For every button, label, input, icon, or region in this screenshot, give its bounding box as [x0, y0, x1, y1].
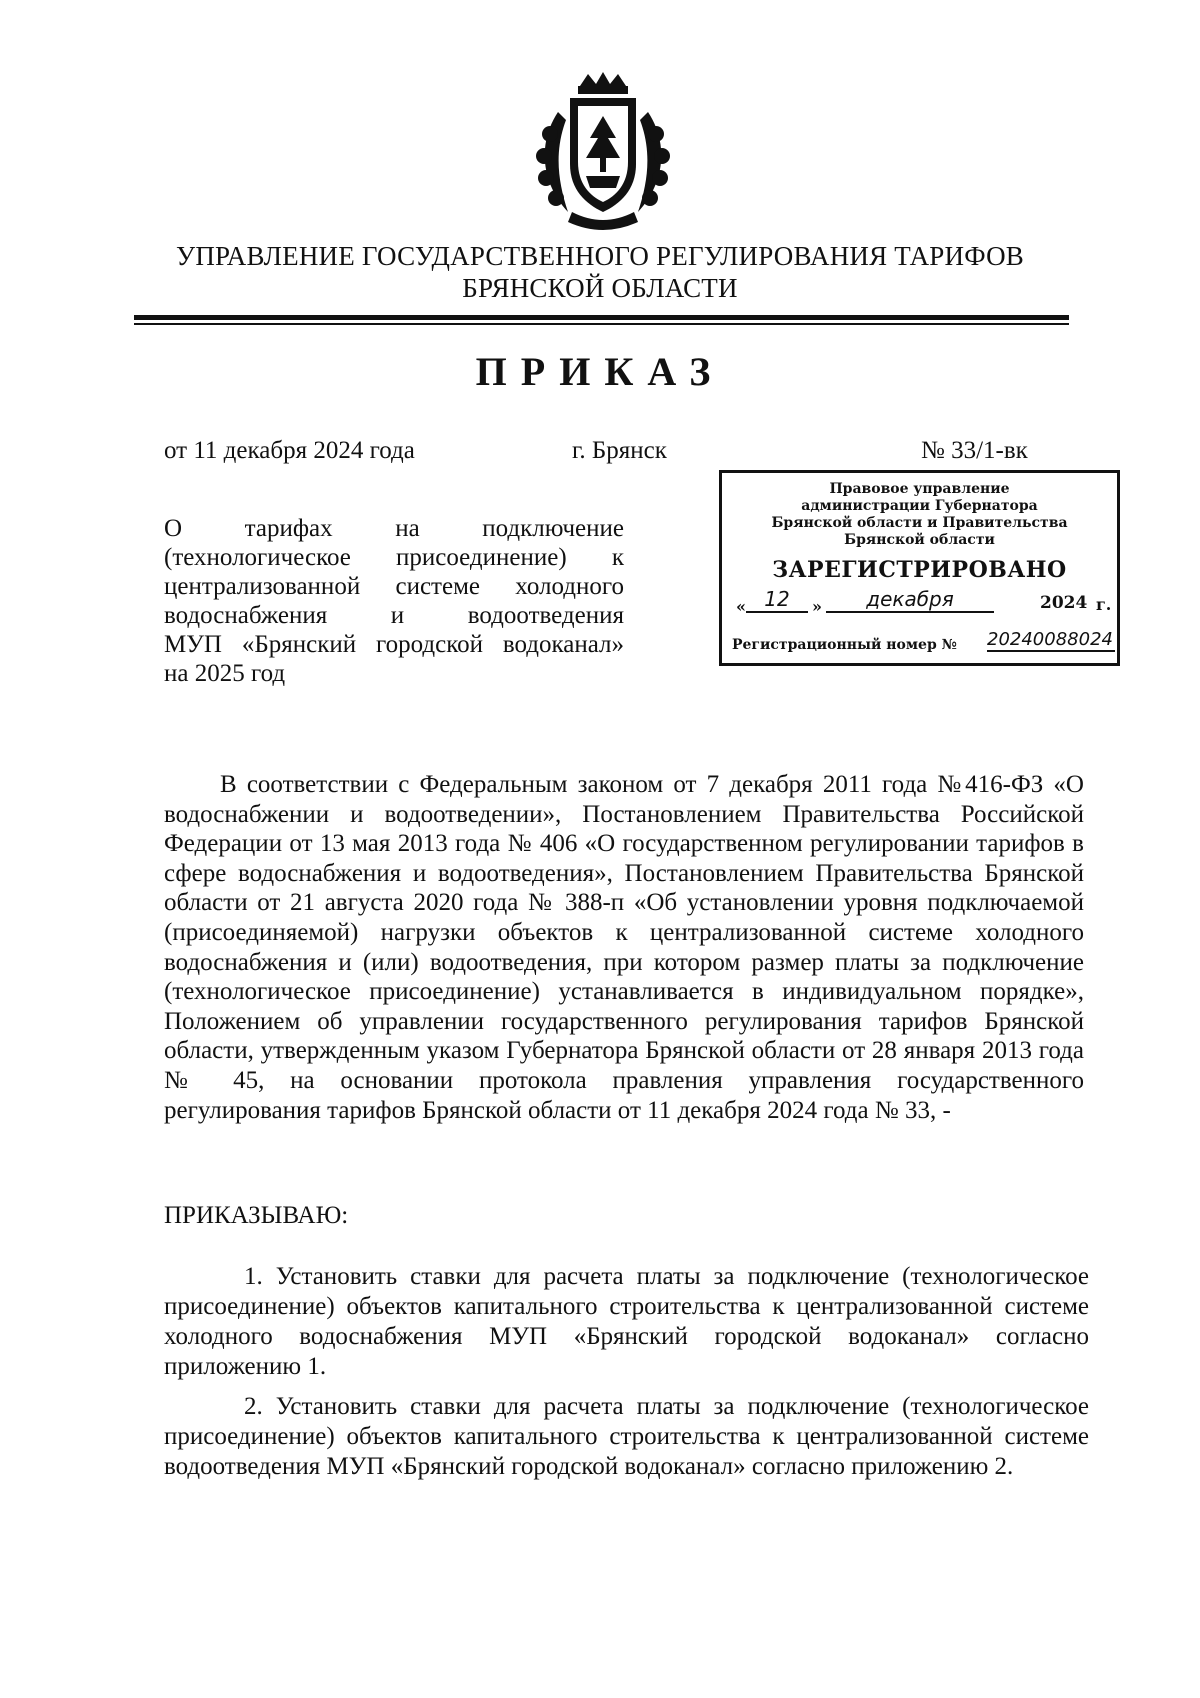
- stamp-day-handwritten: 12: [746, 587, 808, 613]
- order-item-1: 1. Установить ставки для расчета платы за подключение (технологическое присоединение) объектов капитального строительства к централизованной системе холодного водоснабжения МУП «Брянский городской водоканал» согласно приложению 1.: [164, 1263, 1089, 1380]
- organization-name: [140, 240, 1060, 304]
- order-item-2: 2. Установить ставки для расчета платы за подключение (технологическое присоединение) объектов капитального строительства к централизованной системе водоотведения МУП «Брянский городской водоканал» согласно приложению 2.: [164, 1393, 1089, 1480]
- stamp-org-line: администрации Губернатора: [801, 498, 1038, 514]
- preamble-paragraph: В соответствии с Федеральным законом от 7 декабря 2011 года №416-ФЗ «О водоснабжении и водоотведении», Постановлением Правительства Российской Федерации от 13 мая 2013 года № 406 «О государственном регулировании тарифов в сфере водоснабжения и водоотведения», Постановлением Правительства Брянской области от 21 августа 2020 года № 388-п «Об установлении уровня подключаемой (присоединяемой) нагрузки объектов к централизованной системе холодного водоснабжения и (или) водоотведения, при котором размер платы за подключение (технологическое присоединение) устанавливается в индивидуальном порядке», Положением об управлении государственного регулирования тарифов Брянской области, утвержденным указом Губернатора Брянской области от 28 января 2013 года № 45, на основании протокола правления управления государственного регулирования тарифов Брянской области от 11 декабря 2024 года № 33, -: [164, 771, 1084, 1124]
- subject-line: на 2025 год: [164, 660, 286, 687]
- document-title: ПРИКАЗ: [475, 349, 725, 394]
- subject-line: (технологическое присоединение) к: [164, 544, 624, 571]
- stamp-reg-label: Регистрационный номер №: [732, 637, 957, 653]
- stamp-date-row: [722, 587, 1117, 621]
- header-rule-thin: [134, 323, 1069, 325]
- stamp-reg-number-handwritten: 20240088024: [987, 629, 1115, 652]
- stamp-year: 2024: [1040, 593, 1088, 613]
- document-city: г. Брянск: [572, 437, 667, 464]
- stamp-month-handwritten: декабря: [826, 587, 994, 613]
- stamp-org-line: Правовое управление: [829, 481, 1010, 497]
- order-heading: ПРИКАЗЫВАЮ:: [164, 1202, 349, 1229]
- organization-line-2: БРЯНСКОЙ ОБЛАСТИ: [462, 273, 738, 303]
- stamp-quote-close: »: [812, 597, 822, 616]
- stamp-organization: [722, 481, 1117, 549]
- subject-line: водоснабжения и водоотведения: [164, 602, 624, 629]
- stamp-org-line: Брянской области: [844, 532, 995, 548]
- subject-line: О тарифах на подключение: [164, 515, 624, 542]
- document-date: от 11 декабря 2024 года: [164, 437, 415, 464]
- stamp-quote-open: «: [736, 597, 746, 616]
- stamp-year-suffix: г.: [1096, 595, 1112, 614]
- subject-line: МУП «Брянский городской водоканал»: [164, 631, 624, 658]
- bryansk-coat-of-arms-icon: [528, 72, 678, 232]
- document-number: № 33/1-вк: [921, 437, 1028, 464]
- header-rule-thick: [134, 315, 1069, 320]
- stamp-status: ЗАРЕГИСТРИРОВАНО: [772, 557, 1067, 583]
- organization-line-1: УПРАВЛЕНИЕ ГОСУДАРСТВЕННОГО РЕГУЛИРОВАНИЯ ТАРИФОВ: [176, 241, 1024, 271]
- stamp-org-line: Брянской области и Правительства: [771, 515, 1068, 531]
- registration-stamp: [719, 470, 1120, 666]
- subject-line: централизованной системе холодного: [164, 573, 624, 600]
- stamp-registration-row: [722, 629, 1117, 659]
- document-subject: [164, 514, 624, 688]
